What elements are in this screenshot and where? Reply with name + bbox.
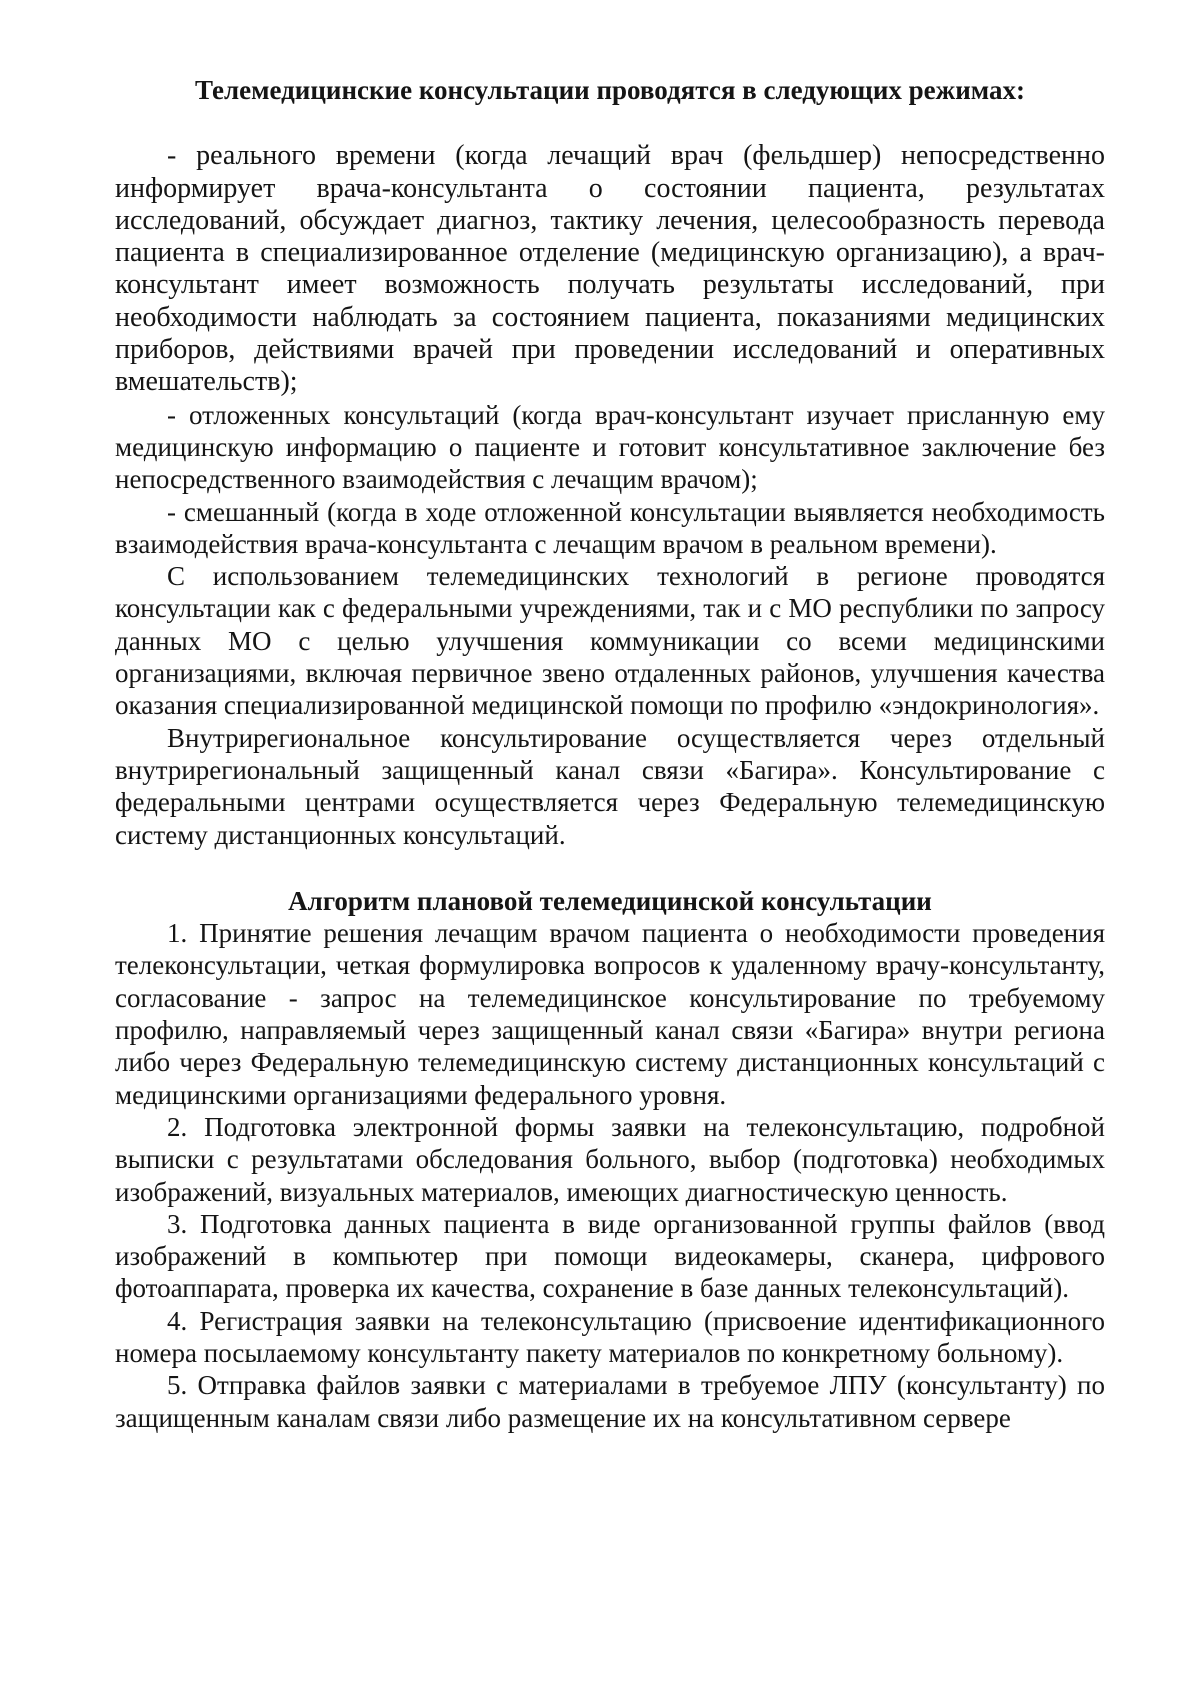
algorithm-step-4: 4. Регистрация заявки на телеконсультацию (присвоение идентификационного номера посылаемому консультанту пакету материалов по конкретному больному). (115, 1305, 1105, 1368)
heading-planned-consultation-algorithm: Алгоритм плановой телемедицинской консультации (288, 885, 932, 916)
mode-deferred: - отложенных консультаций (когда врач-консультант изучает присланную ему медицинскую информацию о пациенте и готовит консультативное заключение без непосредственного взаимодействия с лечащим врачом); (115, 399, 1105, 495)
paragraph-communication-channel: Внутрирегиональное консультирование осуществляется через отдельный внутрирегиональный защищенный канал связи «Багира». Консультирование с федеральными центрами осуществляется через Федеральную телемедицинскую систему дистанционных консультаций. (115, 722, 1105, 850)
document-body (115, 74, 1105, 1434)
algorithm-step-1: 1. Принятие решения лечащим врачом пациента о необходимости проведения телеконсультации, четкая формулировка вопросов к удаленному врачу-консультанту, согласование - запрос на телемедицинское консультирование по требуемому профилю, направляемый через защищенный канал связи «Багира» внутри региона либо через Федеральную телемедицинскую систему дистанционных консультаций с медицинскими организациями федерального уровня. (115, 918, 1105, 1110)
paragraph-regional-consultations: С использованием телемедицинских технологий в регионе проводятся консультации как с федеральными учреждениями, так и с МО республики по запросу данных МО с целью улучшения коммуникации со всеми медицинскими организациями, включая первичное звено отдаленных районов, улучшения качества оказания специализированной медицинской помощи по профилю «эндокринология». (115, 561, 1105, 721)
mode-mixed: - смешанный (когда в ходе отложенной консультации выявляется необходимость взаимодействия врача-консультанта с лечащим врачом в реальном времени). (115, 496, 1105, 559)
heading-consultation-modes: Телемедицинские консультации проводятся в следующих режимах: (195, 75, 1025, 105)
mode-realtime: - реального времени (когда лечащий врач (фельдшер) непосредственно информирует врача-консультанта о состоянии пациента, результатах исследований, обсуждает диагноз, тактику лечения, целесообразность перевода пациента в специализированное отделение (медицинскую организацию), а врач-консультант имеет возможность получать результаты исследований, при необходимости наблюдать за состоянием пациента, показаниями медицинских приборов, действиями врачей при проведении исследований и оперативных вмешательств); (115, 140, 1105, 398)
algorithm-step-2: 2. Подготовка электронной формы заявки на телеконсультацию, подробной выписки с результатами обследования больного, выбор (подготовка) необходимых изображений, визуальных материалов, имеющих диагностическую ценность. (115, 1111, 1105, 1207)
algorithm-step-5: 5. Отправка файлов заявки с материалами в требуемое ЛПУ (консультанту) по защищенным каналам связи либо размещение их на консультативном сервере (115, 1370, 1105, 1433)
algorithm-step-3: 3. Подготовка данных пациента в виде организованной группы файлов (ввод изображений в компьютер при помощи видеокамеры, сканера, цифрового фотоаппарата, проверка их качества, сохранение в базе данных телеконсультаций). (115, 1208, 1105, 1304)
